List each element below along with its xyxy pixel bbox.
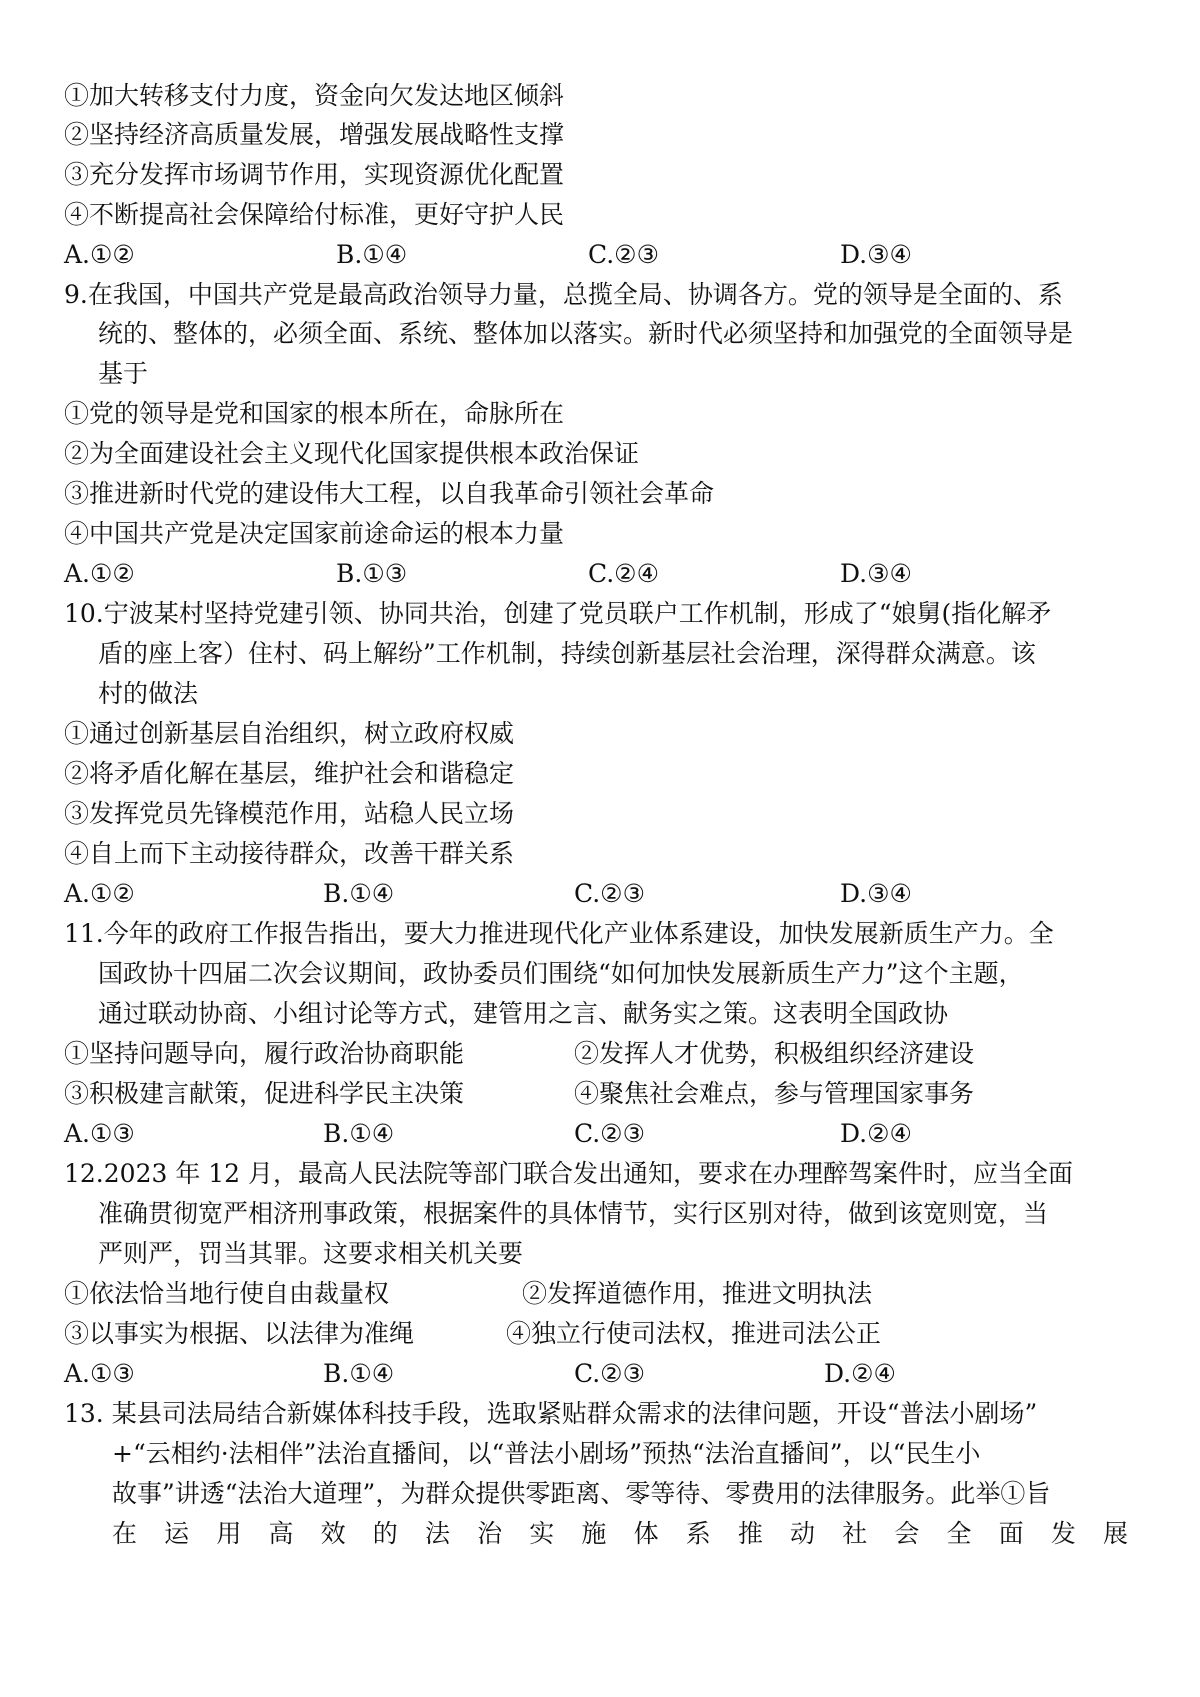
q12-option-d[interactable]: D.②④ xyxy=(824,1359,896,1388)
q11-options xyxy=(0,1114,1200,1154)
q9-option-b[interactable]: B.①③ xyxy=(336,559,408,588)
q9-options xyxy=(0,554,1200,594)
q12-statement-2: ②发挥道德作用，推进文明执法 xyxy=(522,1279,873,1308)
q11-option-a[interactable]: A.①③ xyxy=(64,1119,135,1148)
q11-statements-row-2 xyxy=(0,1074,1200,1114)
q13-stem-line-3: 故事”讲透“法治大道理”，为群众提供零距离、零等待、零费用的法律服务。此举①旨 xyxy=(112,1479,1051,1508)
q11-statement-2: ②发挥人才优势，积极组织经济建设 xyxy=(574,1039,975,1068)
q8-statement-3: ③充分发挥市场调节作用，实现资源优化配置 xyxy=(64,160,565,189)
q12-stem-line-1: 12.2023 年 12 月，最高人民法院等部门联合发出通知，要求在办理醉驾案件时，应当全面 xyxy=(64,1159,1074,1188)
q8-options xyxy=(0,235,1200,275)
q9-stem-line-3: 基于 xyxy=(98,359,149,388)
q12-option-c[interactable]: C.②③ xyxy=(574,1359,646,1388)
q10-statement-4: ④自上而下主动接待群众，改善干群关系 xyxy=(64,839,515,868)
q11-statements-row-1 xyxy=(0,1034,1200,1074)
q9-option-c[interactable]: C.②④ xyxy=(588,559,660,588)
q11-stem-line-3: 通过联动协商、小组讨论等方式，建管用之言、献务实之策。这表明全国政协 xyxy=(98,999,949,1028)
q12-statement-4: ④独立行使司法权，推进司法公正 xyxy=(506,1319,882,1348)
q12-stem-line-3: 严则严，罚当其罪。这要求相关机关要 xyxy=(98,1239,524,1268)
q9-stem-line-2: 统的、整体的，必须全面、系统、整体加以落实。新时代必须坚持和加强党的全面领导是 xyxy=(98,319,1074,348)
q9-option-d[interactable]: D.③④ xyxy=(840,559,912,588)
q10-stem-line-1: 10.宁波某村坚持党建引领、协同共治，创建了党员联户工作机制，形成了“娘舅(指化解矛 xyxy=(64,599,1052,628)
q9-statement-3: ③推进新时代党的建设伟大工程，以自我革命引领社会革命 xyxy=(64,479,715,508)
q10-stem-line-3: 村的做法 xyxy=(98,679,199,708)
q12-stem-line-2: 准确贯彻宽严相济刑事政策，根据案件的具体情节，实行区别对待，做到该宽则宽，当 xyxy=(98,1199,1049,1228)
q12-options xyxy=(0,1354,1200,1394)
q10-statement-3: ③发挥党员先锋模范作用，站稳人民立场 xyxy=(64,799,515,828)
q12-statements-row-2 xyxy=(0,1314,1200,1354)
q11-option-b[interactable]: B.①④ xyxy=(323,1119,395,1148)
q9-statement-2: ②为全面建设社会主义现代化国家提供根本政治保证 xyxy=(64,439,640,468)
q12-statement-1: ①依法恰当地行使自由裁量权 xyxy=(64,1279,390,1308)
q8-option-d[interactable]: D.③④ xyxy=(840,240,912,269)
q13-stem-line-1: 13. 某县司法局结合新媒体科技手段，选取紧贴群众需求的法律问题，开设“普法小剧场” xyxy=(64,1399,1038,1428)
q8-option-a[interactable]: A.①② xyxy=(64,240,135,269)
q12-option-a[interactable]: A.①③ xyxy=(64,1359,135,1388)
q10-options xyxy=(0,874,1200,914)
q8-statement-1: ①加大转移支付力度，资金向欠发达地区倾斜 xyxy=(64,81,565,110)
q13-stem-line-4: 在运用高效的法治实施体系推动社会全面发展 xyxy=(112,1519,1128,1548)
q11-option-d[interactable]: D.②④ xyxy=(840,1119,912,1148)
q10-stem-line-2: 盾的座上客）住村、码上解纷”工作机制，持续创新基层社会治理，深得群众满意。该 xyxy=(98,639,1036,668)
q10-option-d[interactable]: D.③④ xyxy=(840,879,912,908)
q8-statement-4: ④不断提高社会保障给付标准，更好守护人民 xyxy=(64,200,565,229)
q10-statement-1: ①通过创新基层自治组织，树立政府权威 xyxy=(64,719,515,748)
q12-statements-row-1 xyxy=(0,1274,1200,1314)
q11-stem-line-2: 国政协十四届二次会议期间，政协委员们围绕“如何加快发展新质生产力”这个主题， xyxy=(98,959,1024,988)
q10-option-a[interactable]: A.①② xyxy=(64,879,135,908)
q11-statement-1: ①坚持问题导向，履行政治协商职能 xyxy=(64,1039,465,1068)
q11-statement-4: ④聚焦社会难点，参与管理国家事务 xyxy=(574,1079,975,1108)
q10-option-c[interactable]: C.②③ xyxy=(574,879,646,908)
q11-stem-line-1: 11.今年的政府工作报告指出，要大力推进现代化产业体系建设，加快发展新质生产力。全 xyxy=(64,919,1054,948)
q11-option-c[interactable]: C.②③ xyxy=(574,1119,646,1148)
q8-statement-2: ②坚持经济高质量发展，增强发展战略性支撑 xyxy=(64,120,565,149)
q8-option-c[interactable]: C.②③ xyxy=(588,240,660,269)
q13-stem-line-2: +“云相约·法相伴”法治直播间，以“普法小剧场”预热“法治直播间”，以“民生小 xyxy=(112,1439,981,1468)
q12-option-b[interactable]: B.①④ xyxy=(323,1359,395,1388)
q9-stem-line-1: 9.在我国，中国共产党是最高政治领导力量，总揽全局、协调各方。党的领导是全面的、系 xyxy=(64,280,1063,309)
q9-statement-1: ①党的领导是党和国家的根本所在，命脉所在 xyxy=(64,399,565,428)
q10-option-b[interactable]: B.①④ xyxy=(323,879,395,908)
q9-statement-4: ④中国共产党是决定国家前途命运的根本力量 xyxy=(64,519,565,548)
q11-statement-3: ③积极建言献策，促进科学民主决策 xyxy=(64,1079,465,1108)
q8-option-b[interactable]: B.①④ xyxy=(336,240,408,269)
q9-option-a[interactable]: A.①② xyxy=(64,559,135,588)
q12-statement-3: ③以事实为根据、以法律为准绳 xyxy=(64,1319,415,1348)
q10-statement-2: ②将矛盾化解在基层，维护社会和谐稳定 xyxy=(64,759,515,788)
